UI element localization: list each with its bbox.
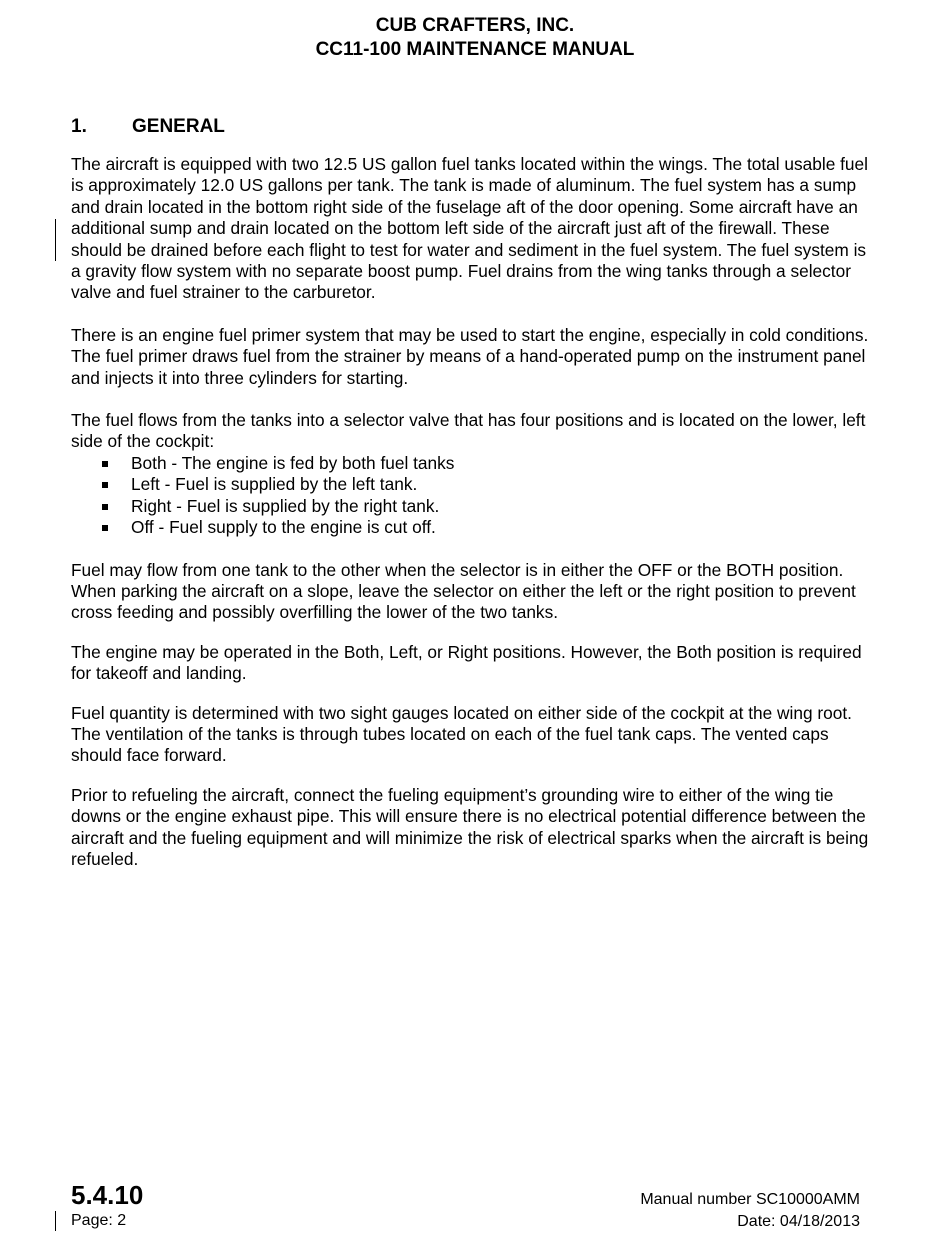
footer-revision-bar [55, 1211, 56, 1231]
paragraph-selector-valve: The fuel flows from the tanks into a selector valve that has four positions and is located on the lower, left side of the cockpit: [71, 410, 866, 452]
list-item: Both - The engine is fed by both fuel tanks [71, 453, 871, 474]
paragraph-operation: The engine may be operated in the Both, Left, or Right positions. However, the Both position is required for takeoff and landing. [71, 641, 862, 684]
footer-section-number: 5.4.10 [71, 1180, 144, 1210]
paragraph-primer: There is an engine fuel primer system that may be used to start the engine, especially in cold conditions. The fuel primer draws fuel from the strainer by means of a hand-operated pump on the instrument panel and injects it into three cylinders for starting. [71, 324, 869, 388]
revision-bar [55, 219, 56, 261]
bullet-square-icon [102, 461, 108, 467]
bullet-square-icon [102, 525, 108, 531]
footer-page-number: Page: 2 [71, 1212, 127, 1229]
company-name: CUB CRAFTERS, INC. [375, 15, 575, 36]
paragraph-fuel-tanks: The aircraft is equipped with two 12.5 US gallon fuel tanks located within the wings. The total usable fuel is approximately 12.0 US gallons per tank. The tank is made of aluminum. The fuel system has a sump and drain located in the bottom right side of the fuselage aft of the door opening. Some aircraft have an additional sump and drain located on the bottom left side of the aircraft just aft of the firewall. These should be drained before each flight to test for water and sediment in the fuel system. The fuel system is a gravity flow system with no separate boost pump. Fuel drains from the wing tanks through a selector valve and fuel strainer to the carburetor. [71, 154, 868, 303]
bullet-square-icon [102, 504, 108, 510]
footer-manual-number: Manual number SC10000AMM [640, 1191, 860, 1208]
section-number: 1. [71, 116, 87, 137]
list-item: Left - Fuel is supplied by the left tank. [71, 474, 871, 495]
footer-date: Date: 04/18/2013 [737, 1213, 860, 1230]
section-heading [71, 115, 225, 139]
list-item: Off - Fuel supply to the engine is cut off. [71, 517, 871, 538]
list-item: Right - Fuel is supplied by the right tank. [71, 496, 871, 517]
manual-title: CC11-100 MAINTENANCE MANUAL [315, 39, 635, 60]
bullet-square-icon [102, 482, 108, 488]
paragraph-refueling: Prior to refueling the aircraft, connect the fueling equipment’s grounding wire to either of the wing tie downs or the engine exhaust pipe. This will ensure there is no electrical potential difference between the aircraft and the fueling equipment and will minimize the risk of electrical sparks when the aircraft is being refueled. [71, 784, 869, 869]
paragraph-fuel-quantity: Fuel quantity is determined with two sight gauges located on either side of the cockpit at the wing root. The ventilation of the tanks is through tubes located on each of the fuel tank caps. The vented caps should face forward. [71, 702, 852, 766]
selector-position-list [71, 453, 871, 539]
section-body [71, 154, 871, 888]
page-header [0, 14, 950, 62]
paragraph-cross-feed: Fuel may flow from one tank to the other when the selector is in either the OFF or the BOTH position. When parking the aircraft on a slope, leave the selector on either the left or the right position to prevent cross feeding and possibly overfilling the lower of the two tanks. [71, 559, 856, 623]
section-title: GENERAL [132, 116, 225, 137]
footer-right-block [640, 1189, 860, 1233]
